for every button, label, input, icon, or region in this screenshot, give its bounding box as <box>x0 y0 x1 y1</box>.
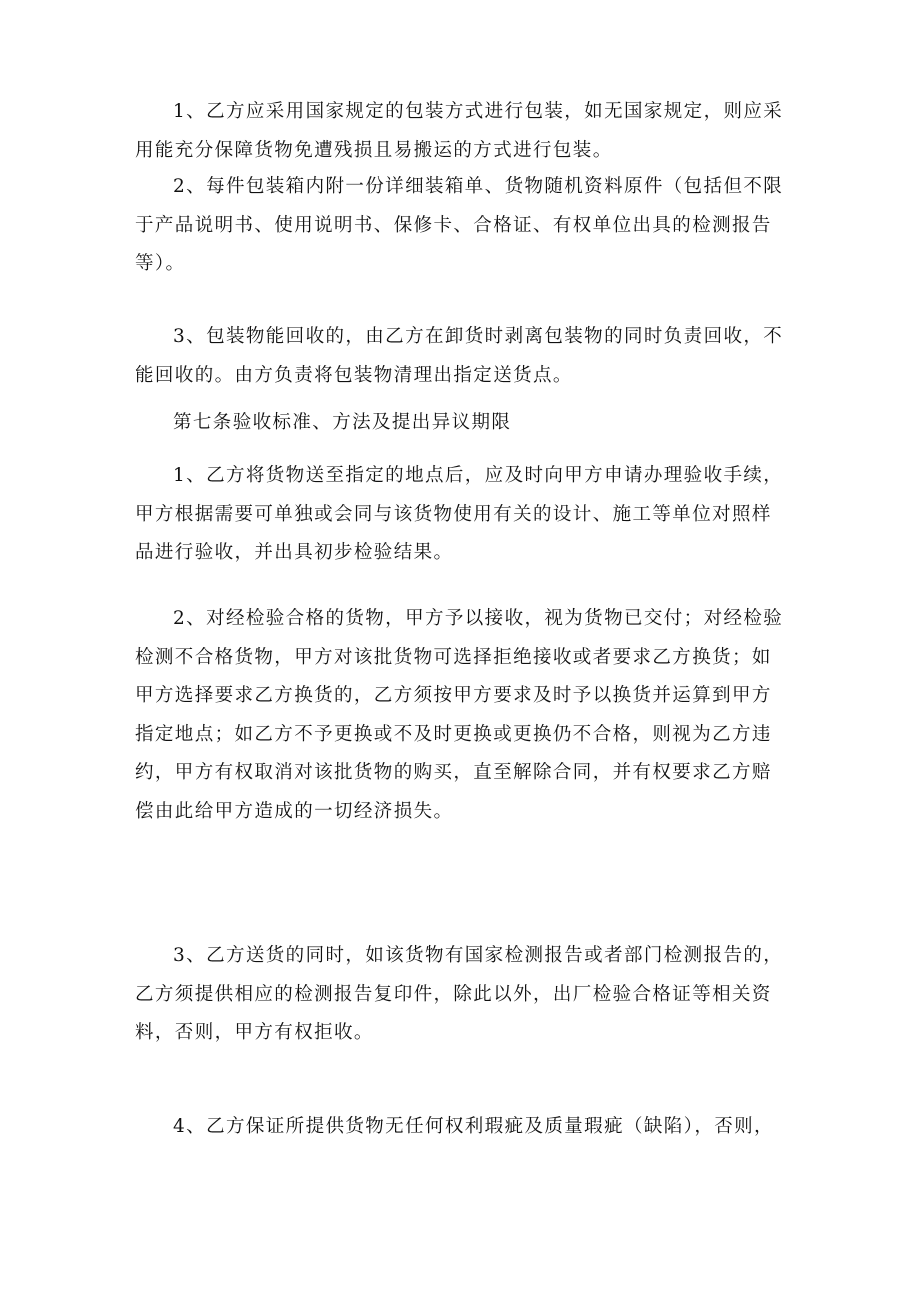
clause-packaging-method: 1、乙方应采用国家规定的包装方式进行包装，如无国家规定，则应采用能充分保障货物免遭残损且易搬运的方式进行包装。 <box>135 101 784 161</box>
clause-packing-list: 2、每件包装箱内附一份详细装箱单、货物随机资料原件（包括但不限于产品说明书、使用说明书、保修卡、合格证、有权单位出具的检测报告等）。 <box>135 176 784 274</box>
clause-acceptance-procedure: 1、乙方将货物送至指定的地点后，应及时向甲方申请办理验收手续，甲方根据需要可单独或会同与该货物使用有关的设计、施工等单位对照样品进行验收，并出具初步检验结果。 <box>135 465 784 563</box>
clause-test-reports: 3、乙方送货的同时，如该货物有国家检测报告或者部门检测报告的，乙方须提供相应的检测报告复印件，除此以外，出厂检验合格证等相关资料，否则，甲方有权拒收。 <box>135 945 784 1043</box>
clause-packaging-recycling: 3、包装物能回收的，由乙方在卸货时剥离包装物的同时负责回收，不能回收的。由方负责将包装物清理出指定送货点。 <box>135 326 784 386</box>
clause-inspection-result: 2、对经检验合格的货物，甲方予以接收，视为货物已交付；对经检验检测不合格货物，甲方对该批货物可选择拒绝接收或者要求乙方换货；如甲方选择要求乙方换货的，乙方须按甲方要求及时予以换货并运算到甲方指定地点；如乙方不予更换或不及时更换或更换仍不合格，则视为乙方违约，甲方有权取消对该批货物的购买，直至解除合同，并有权要求乙方赔偿由此给甲方造成的一切经济损失。 <box>135 608 784 822</box>
clause-warranty-defects: 4、乙方保证所提供货物无任何权利瑕疵及质量瑕疵（缺陷），否则， <box>173 1116 774 1137</box>
section-heading-article-7: 第七条验收标准、方法及提出异议期限 <box>173 412 512 433</box>
